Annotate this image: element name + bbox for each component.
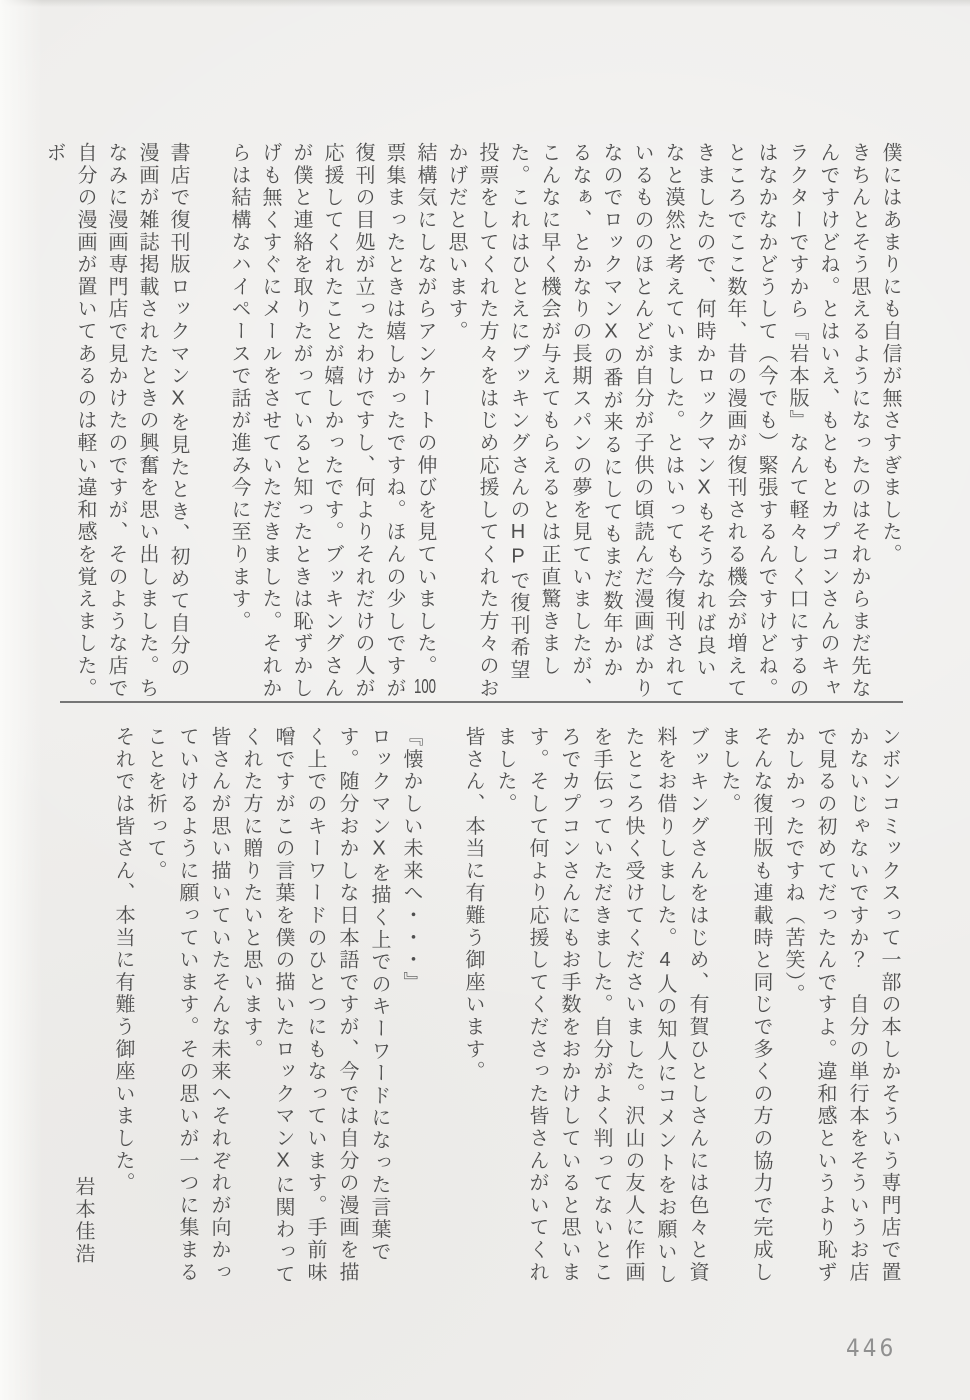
paragraph: 書店で復刊版ロックマンXを見たとき、初めて自分の漫画が雑誌掲載されたときの興奮を思い出しました。ちなみに漫画専門店で見かけたのですが、そのような店で自分の漫画が置いてあるのは軽い違和感を覚えました。ボ	[43, 142, 189, 700]
paragraph: ロックマンXを描く上でのキーワードになった言葉です。随分おかしな日本語ですが、今では自分の漫画を描く上でのキーワードのひとつにもなっています。手前味噌ですがこの言葉を僕の描いたロックマンXに関わってくれた方に贈りたいと思います。	[240, 726, 390, 1286]
quote-heading: 『懐かしい未来へ・・・』	[400, 726, 422, 994]
paragraph: 結構気にしながらアンケートの伸びを見ていました。100票集まったときは嬉しかったですね。ほんの少しですが復刊の目処が立ったわけですし、何よりそれだけの人が応援してくれたことが嬉しかったです。ブッキングさんが僕と連絡を取りたがっていると知ったときは恥ずかしげも無くすぐにメールをさせていただきました。それからは結構なハイペースで話が進み今に至ります。	[228, 142, 436, 700]
paragraph: 僕にはあまりにも自信が無さすぎました。	[879, 142, 901, 566]
paragraph: ブッキングさんをはじめ、有賀ひとしさんには色々と資料をお借りしました。4人の知人にコメントをお願いしたところ快く受けてくださいました。沢山の友人に作画を手伝っていただきました。自分がよく判ってないところでカプコンさんにもお手数をおかけしていると思います。そして何より応援してくださった皆さんがいてくれました。	[494, 726, 708, 1286]
paragraph: 皆さんが思い描いていたそんな未来へそれぞれが向かっていけるように願っています。その思いが一つに集まることを祈って。	[144, 726, 230, 1284]
afterword-bottom-section	[67, 726, 905, 1292]
afterword-top-section	[38, 142, 905, 700]
paragraph: ところでここ数年、昔の漫画が復刊される機会が増えてきましたので、何時かロックマンXもそうなれば良いなと漠然と考えていました。とはいっても今復刊されているもののほとんどが自分が子供の頃読んだ漫画ばかりなのでロックマンXの番が来るにしてもまだ数年かかるなぁ、とかなりの長期スパンの夢を見ていましたが、こんなに早く機会が与えてもらえるとは正直驚きました。これはひとえにブッキングさんのHPで復刊希望投票をしてくれた方々をはじめ応援してくれた方々のおかげだと思います。	[445, 142, 746, 700]
paragraph: それでは皆さん、本当に有難う御座いました。	[112, 726, 134, 1195]
section-divider	[60, 701, 903, 703]
paragraph: そんな復刊版も連載時と同じで多くの方の協力で完成しました。	[718, 726, 772, 1284]
author-signature: 岩本佳浩	[72, 1176, 94, 1266]
paragraph: きちんとそう思えるようになったのはそれからまだ先なんですけどね。とはいえ、もともとカプコンさんのキャラクターですから『岩本版』なんて軽々しく口にするのはなかなかどうして（今でも）緊張するんですけどね。	[755, 142, 870, 700]
page-number: 446	[846, 1334, 897, 1362]
paragraph: ンボンコミックスって一部の本しかそういう専門店で置かないじゃないですか？ 自分の単行本をそういうお店で見るの初めてだったんですよ。違和感というより恥ずかしかったですね（苦笑）。	[782, 726, 900, 1284]
paragraph: 皆さん、本当に有難う御座います。	[462, 726, 484, 1083]
